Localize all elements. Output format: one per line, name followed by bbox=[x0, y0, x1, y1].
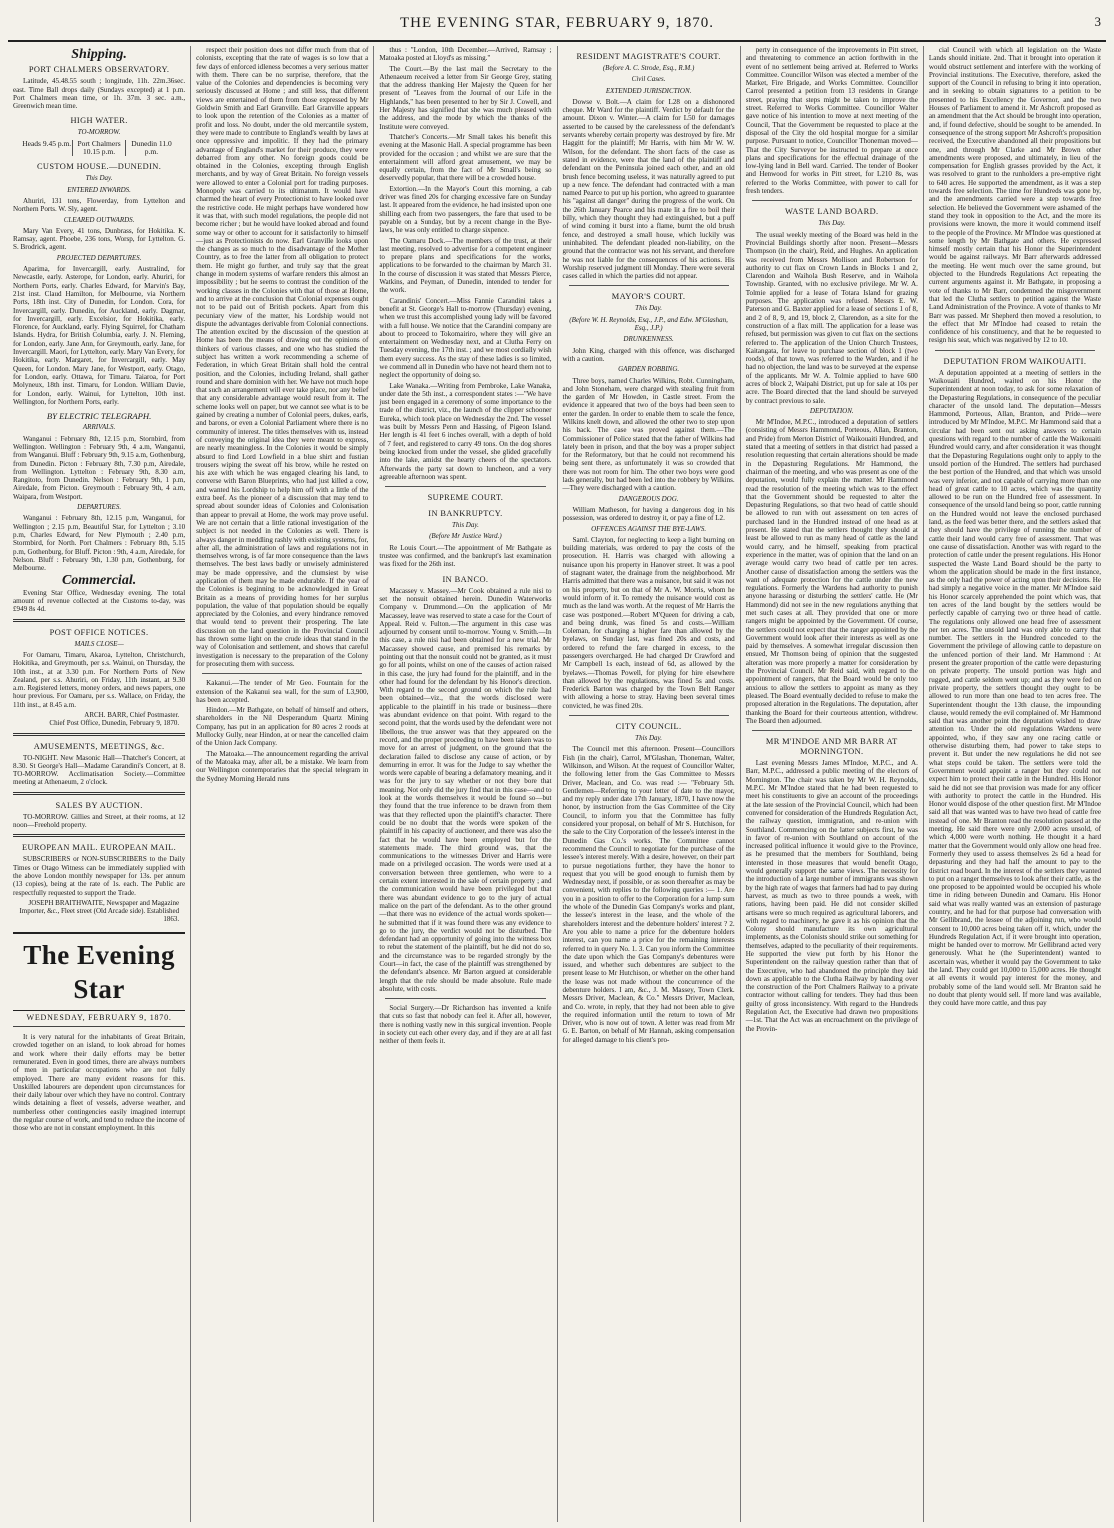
departures-heading: DEPARTURES. bbox=[77, 503, 122, 512]
waikouaiti-heading: DEPUTATION FROM WAIKOUAITI. bbox=[943, 356, 1087, 366]
banco-heading: IN BANCO. bbox=[442, 574, 489, 584]
observatory-heading: PORT CHALMERS OBSERVATORY. bbox=[28, 65, 170, 75]
cleared-text: Mary Van Every, 41 tons, Dunbrass, for Hokitika. K. Ramsay, agent. Phoebe, 236 tons, Worsp, for Lyttelton. G. S. Brodrick, agent. bbox=[13, 226, 186, 252]
commercial-text: Evening Star Office, Wednesday evening. The total amount of revenue collected at the Customs to-day, was £949 8s 4d. bbox=[13, 588, 186, 614]
drunk-text: John King, charged with this offence, was discharged with a caution. bbox=[562, 346, 735, 363]
leader-text: It is very natural for the inhabitants of Great Britain, crowded together on an island, to look abroad for homes and work where their daily efforts may be better remunerated. Even in good times, there are always numbers of men in particular occupations who are not fully employed. There are many evident reasons for this. Unskilled labourers are dependent upon circumstances for their daily labour over which they have no control. Contrary winds detaining a fleet of vessels, adverse weather, and numberless other contingencies easily imagined interrupt the regular course of work, and tend to reduce the income of those who are not in constant employment. In this bbox=[13, 1033, 186, 1133]
deputation-sub: DEPUTATION. bbox=[809, 406, 854, 415]
column-6 bbox=[924, 46, 1106, 1522]
paper-dateline: WEDNESDAY, FEBRUARY 9, 1870. bbox=[13, 1014, 185, 1027]
sales-text: TO-MORROW. Gillies and Street, at their rooms, at 12 noon—Freehold property. bbox=[13, 812, 186, 830]
post-signature-2: Chief Post Office, Dunedin, February 9, 1870. bbox=[49, 719, 180, 728]
city-council-continued: perty in consequence of the improvements in Pitt street, and threatening to commence an action forthwith in the event of no settlement being arrived at. Referred to Works Committee. Councillor Wilson was elected a member of the Market, Fire Brigade, and Works Committee. Councillor Carrol presented a petition from 13 residents in Grange street, praying that steps might be taken to improve the street. Referred to Works Committee. Councillor Walter gave notice of his intention to move at next meeting of the Council, That the Government be requested to place at the disposal of the City the old hospital morgue for a similar purpose. Pursuant to notice, Councillor Thoneman moved—That the City Surveyor be instructed to prepare at once plans and specifications for the effectual drainage of the low-lying land in Bell ward. Carried. The tender of Booker and Henwood for works in Pitt street, for L210 8s, was referred to the Works Committee, with power to call for fresh tenders. bbox=[745, 46, 918, 196]
column-3 bbox=[374, 46, 557, 1522]
newspaper-page bbox=[8, 6, 1106, 1522]
highwater-sub: TO-MORROW. bbox=[77, 128, 121, 137]
divider bbox=[569, 715, 729, 716]
leader-continued: respect their position does not differ much from that of colonists, excepting that the rate of wages is so low that a few days of enforced idleness becomes a very serious matter with them. There can be no surprise, therefore, that the value of the Colonies and dependencies is becoming very seriously discussed at Home ; and still less, that different views are entertained of them from those expressed by Mr Goldwin Smith and Earl Granville. Earl Granville appears to look upon the retention of the Colonies as a matter of profit and loss. No doubt, under the old mercantile system, they were made to contribute to England's wealth by laws at once oppressive and impolitic. If they had the primary advantage of England's market for their produce, they were debarred from any other. No foreign goods could be obtained in the Colonies, excepting through English merchants, and by way of Great Britain. No foreign vessels were allowed to enter a Colonial port for trading purposes. Monopoly was carried to its ultimatum. It would have charmed the heart of every Protectionist to have looked over the restrictive code. He might perhaps have wondered how it was that, with such model regulations, the people did not become richer ; but he would have looked abroad and found some way or other to account for it satisfactorily to himself—just as Protectionists do now. Earl Granville looks upon the changes as so much to the disadvantage of the Mother Country, as to free the latter from all obligation to protect them. He might go further, and truly say that the great change in modern systems of warfare renders this almost an impossibility ; but he seems to contrast the condition of the working classes in the Colonies with that of those at Home, and to arrive at the conclusion that Colonial expenses ought not to be paid out of British pockets. Apart from this pecuniary view of the matter, his Lordship would not dispute the advantages derivable from Colonial connections. The attention excited by the discussion of the question at Home has been the means of drawing out the opinions of thinkers of various classes, and one who has studied the subject has written a work recommending a scheme of Federation, in which Great Britain shall hold the central position, and the Colonies, including Ireland, shall gather round and share dominion with her. We have not much hope that such an arrangement will ever take place, nor any belief that any considerable advantage would result from it. The scheme looks well on paper, but we cannot see what is to be gained by creating a number of Colonial peers, dukes, earls, and barons, or even a Colonial Parliament where there is no community of interest. The titles themselves with us, instead of conveying the original idea they were meant to express, are nearly meaningless. In the Colonies it would be simply absurd to find Lord Lowfield in a blue shirt and fustian trousers wiping the sweat off his brow, while he rested on his axe with which he was engaged clearing his land, to converse with Baron Blueprints, who had just killed a cow, and wanted his Lordship to help him off with a little of the extra beef. As the pioneer of a discussion that may tend to spread about sounder ideas of Colonies and Colonisation than appear to prevail at Home, the work may prove useful. We are not certain that a little rational investigation of the subject is not needed in the Colonies as well. There is always danger in meddling rashly with existing systems, for, after all, the administration of laws and regulations not in themselves wrong, is of far more consequence than the laws themselves. The best laws badly or unwisely administered may be made oppressive, and the clumsiest by wise application of them may be made endurable. If the year of the Colonies is beginning to be acknowledged in Great Britain as a means of providing homes for her surplus population, the value of that population should be equally appreciated by the Colonies, and every hindrance removed that would tend to prevent their prospering. The late discussion on the land question in the Provincial Council has thrown some light on the crude ideas that stand in the way of Colonisation and settlement, and shows that careful investigation is necessary to the preparation of the Colony for prosecuting them with success. bbox=[196, 46, 369, 668]
tide-table bbox=[21, 140, 177, 157]
mcindoe-continued: cial Council with which all legislation on the Waste Lands should initiate. 2nd. That it brought into operation it would obstruct settlement and interfere with the working of Provincial institutions. The Executive, therefore, asked the support of the Council in refusing to bring it into operation, and in seeking to obtain signatures to a petition to be presented to his Excellency the Governor, and the two Houses of Parliament to amend it. Mr Ashcroft proposed as an amendment that the Act should be brought into operation, and, if found defective, should be sought to be amended. In consequence of the strong support Mr Ashcroft's proposition received, the Executive abandoned all their propositions but one, and through Mr Clarke and Mr Brown other amendments were proposed, and ultimately, in lieu of the compensation for English grasses provided by the Act, it was resolved to grant to the runholders a pre-emptive right to 640 acres. He supported the amendment, as it was a step towards free selection. The time for Hundreds was gone by, and the amendments carried were a step towards free selection. He believed the Government were ashamed of the stand they took in opposition to the Act, and the more its provisions were known, the more it would commend itself to the people of the Province. Mr M'Indoe was questioned at some length by Mr Bathgate and others. He expressed himself mostly certain that his Honor the Superintendent would be against railways. Mr Barr afterwards addressed the meeting. He went much over the same ground, but objected to the Hundreds Regulations Act repeating the current arguments against it. Mr Bathgate, in proposing a vote of thanks to Mr Barr, condemned the misgovernment that led the Clutha settlers to petition against the Waste Land Administration of the Province. A vote of thanks to Mr Barr was passed. Mr Shepherd then moved a resolution, to the effect that Mr M'Indoe had ceased to retain the confidence of his constituency, and that he be requested to resign his seat, which was negatived by 12 to 10. bbox=[928, 46, 1102, 345]
extortion-item: Extortion.—In the Mayor's Court this morning, a cab driver was fined 20s for charging excessive fare on Sunday last. It appeared from the evidence, he had insisted upon one shilling each from two passengers, the fare that used to be payable on a Sunday, but by a recent change in the Bye-laws, he was only entitled to charge sixpence. bbox=[379, 184, 552, 235]
rm-court-heading: RESIDENT MAGISTRATE'S COURT. bbox=[576, 52, 721, 61]
column-1 bbox=[8, 46, 191, 1522]
louis-item: Re Louis Court.—The appointment of Mr Bathgate as trustee was confirmed, and the bankrupt's last examination was fixed for the 26th inst. bbox=[379, 543, 552, 569]
deputation-text: Mr M'Indoe, M.P.C., introduced a deputation of settlers (consisting of Messrs Hammond, Porteous, Allan, Branton, and Pride) from Merton District of Waikouaiti Hundred, and stated that a meeting of settlers in that district had passed a resolution requesting that certain alterations should be made in the Depasturing Regulations. Mr Hammond, the chairman of the meeting, and who was present as one of the deputation, would fully explain the matter. Mr Hammond read the resolution of the meeting which was to the effect that the Government should be requested to alter the Depasturing Regulations, so that two head of cattle should be allowed to run with out assessment on ten acres of purchased land in the Hundred instead of one head as at present. He stated that the settlers thought they should at least be allowed to run as many head of cattle as the land would carry, and he himself, speaking from practical experience in the matter, was of opinion that the land on an average would carry two head of cattle per ten acres. Another cause of dissatisfaction among the settlers was the want of adequate protection for the cattle under the new regulations. Formerly the Wardens had authority to punish anyone harassing or disturbing the settlers' cattle. He (Mr Hammond) did not see in the new regulations anything that met such cases at all. They provided that one or more rangers might be appointed by the Government. Of course, the settlers could not expect that the ranger appointed by the Government would look after their interests as well as one paid by themselves. A somewhat irregular discussion then ensued, Mr Thomson being of opinion that the suggested alteration was more properly a matter for consideration by the Provincial Council. Mr Reid said, with regard to the appointment of rangers, that the Board would be only too anxious to allow the settlers to appoint as many as they pleased. The Board eventually decided to refuse to make the proposed alteration in the Regulations. The deputation, after thanking the Board for their courteous attention, withdrew. The Board then adjourned. bbox=[745, 418, 918, 725]
amusements-text: TO-NIGHT. New Masonic Hall—Thatcher's Concert, at 8.30. St George's Hall—Madame Carandini's Concert, at 8. TO-MORROW. Acclimatisation Society.—Committee meeting at Athenaeum, 2 o'clock. bbox=[13, 753, 186, 787]
projected-heading: PROJECTED DEPARTURES. bbox=[56, 253, 142, 262]
european-mail-text: SUBSCRIBERS or NON-SUBSCRIBERS to the Daily Times or Otago Witness can be immediately supplied with the above London monthly newspaper for 13s. per annum (13 copies), being at the rate of 1s. each. The Public are respectfully requested to support the Trade. bbox=[13, 855, 186, 897]
post-signature: ARCH. BARR, Chief Postmaster. bbox=[84, 711, 180, 719]
matoaka-continued: thus : "London, 10th December.—Arrived, Ramsay ; Matoaka posted at Lloyd's as missing." bbox=[379, 46, 552, 63]
page-number: 3 bbox=[1094, 14, 1102, 29]
customs-sub: This Day. bbox=[85, 174, 113, 183]
social-item: Social Surgery.—Dr Richardson has invented a knife that cuts so fast that nobody can feel it. After all, however, there is nothing vastly new in this surgical invention. People in society cut each other every day, and if they are at all fast neither of them feels it. bbox=[379, 1004, 552, 1046]
civil-text: Dowse v. Bolt.—A claim for L28 on a dishonored cheque. Mr Ward for the plaintiff. Verdict by default for the amount. Dixon v. Winter.—A claim for L50 for damages asserted to be caused by the carelessness of the defendant's servants whereby certain property was destroyed by fire. Mr Haggitt for the plaintiff; Mr Harris, with him Mr W. W. Wilson, for the defendant. The short facts of the case as stated in evidence, were that the land of the plaintiff and defendant on the Peninsula joined each other, and an old brush fence becoming useless, it was naturally agreed to put up a new fence. The defendant had contracted with a man named Pearce to put up his portion, who agreed to guarantee his "against all danger" during the progress of the work. On the 26th January Pearce and his mate lit a fire to boil their billy, which they thought they had extinguished, but a puff of wind coming it burst into a flame, burnt the old brush fence, and destroyed a small house, which luckily was uninhabited. The defendant pleaded non-liability, on the ground that the contractor was not his servant, and therefore he was not liable for the consequences of his actions. His Worship reserved judgment till Monday. There were several cases called in which the parties did not appear. bbox=[562, 97, 735, 281]
banco-text: Macassey v. Massey.—Mr Cook obtained a rule nisi to set the nonsuit obtained herein. Dunedin Waterworks Company v. Drummond.—On the application of Mr Macassey, leave was reserved to state a case for the Court of Appeal. Reid v. Fulton.—The argument in this case was adjourned by consent until to-morrow. Young v. Smith.—In this case, a rule nisi had been obtained for a new trial. Mr Macassey showed cause, and premised his remarks by pointing out that the nonsuit could not be granted, as it must go for all points, whilst on one of the causes of action raised in this case, the jury had found for the plaintiff, and in the other had found for the defendant by his Honor's direction. With regard to the second ground on which the rule had been obtained—viz., that the words disclosed were applicable to the plaintiff in his trade or business—there was abundant evidence on that point. With regard to the second point, that the words used by the defendant were not libellous, the true answer was that they appeared on the record, and the proper proceeding to have been taken was to move for an arrest of judgment, on the ground that the declaration failed to disclose any cause of action, or by demurring in error. It was for the Judge to say whether the words were capable of bearing a defamatory meaning, and it was for the jury to say whether or not they bore that meaning. Not only did the jury find that in this case—and to look at the words themselves it would be found so—but they found that the true inference to be drawn from them was that they reflected upon the plaintiff's character. There could be no doubt that the words were spoken of the plaintiff in his capacity of auctioneer, and there was also the fact that he would have been employed but for the statements made. The third ground was, that the communications to the witnesses Driver and Harris were made on a privileged occasion. The words were used at a conversation between three gentlemen, who were to a certain extent interested in the sale of certain property ; and the communication would have been privileged but that there was abundant evidence to go to the jury of actual malice on the part of the defendant. As to the other ground—that there was no evidence of the actual words spoken—he submitted that if it was found there was any evidence to go to the jury, the verdict would not be disturbed. The defendant had an opportunity of going into the witness box to rebut the statement of the plaintiff, but he did not do so, and the circumstance was to be regarded strongly by the Court—in fact, the case of the plaintiff was strengthened by the defendant's absence. Mr Barton argued at considerable length that the rule should be made absolute. Rule made absolute, with costs. bbox=[379, 586, 552, 993]
waikouaiti-text: A deputation appointed at a meeting of settlers in the Waikouaiti Hundred, waited on his Honor the Superintendent at noon today, to ask for some relaxation of the Depasturing Regulations, in consequence of the peculiar character of the unsold land. The deputation—Messrs Hammond, Porteous, Allan, Branton, and Pride—were introduced by Mr M'Indoe, M.P.C. Mr Hammond said that a circular had been sent out asking answers to certain questions with regard to the number of cattle the Waikouaiti Hundred would carry, and after consideration it was thought that the Depasturing Regulations ought only to apply to the unsold portion of the Hundred. The settlers had purchased the best portion of the Hundred, and that which was unsold was very inferior, and not capable of carrying more than one head of great cattle to 10 acres, which was the quantity allowed to be run on the Hundred free of assessment. In consequence of the unsold land being so poor, cattle running on the Hundred would not leave the enclosed purchased land, as the feed was better there, and the settlers asked that they should have the privilege of running the number of cattle their land would carry free of assessment. That was one cause of dissatisfaction. Another was with regard to the protection of cattle under the present regulations. His Honor suspected the Waste Land Board should be the party to whom the application should be made in the first instance, as the only had the power of acting upon their decisions. He had simply a negative voice in the matter. Mr M'Indoe said his Honor scarcely apprehended the point which was, that ten acres of the land bought by the settlers would be perfectly capable of carrying two or three head of cattle. The regulations only allowed one head free of assessment per ten acres. The unsold land was only able to carry that number. The settlers in the Hundred conceded to the Government the privilege of allowing cattle to depasture on the unfenced portion of their land. Mr Hammond : At present the greater proportion of the cattle were depasturing on private property. The unsold portion was high and rugged, and cattle seldom went up; and as they were fed on private property, the settlers thought they ought to be allowed to run more than one head to ten acres free. The Superintendent thought the 13th clause, the impounding clause, would remedy the evil complained of. Mr Hammond said that was another point the deputation wished to draw attention to. Under the old regulations Wardens were appointed, who, if they saw any one racing cattle or otherwise disturbing them, had power to take steps to prevent it. But under the new regulations he did not see what steps could be taken. The settlers were told the Government would appoint a ranger but they could not expect him to protect their cattle in the Hundred. His Honor said he did not see that provision was made for any officer with authority to protect the cattle in the Hundred. His Honor would dispose of the other question first. Mr M'Indoe said all that was wanted was to have two head of cattle free instead of one. Mr Branton read the resolution passed at the meeting. He said there were only 2,000 acres unsold, of which 4,000 were worth nothing. He thought it a hard matter that the Government would only allow one head free. Formerly they used to assess themselves 2s 6d a head for depasturing and they had half the amount to pay to the district road board. In the interest of the settlers they wanted to put on a ranger themselves to look after their cattle, as the one proposed to be appointed would be occupied his whole time in riding between Dunedin and Oamaru. His Honor said what was really wanted was an extension of pasturage country, and he had for that purpose had conversation with Mr Gellibrand, the lessee of the adjoining run, who would consent to 10,000 acres being taken off it, which, under the Hundreds Regulation Act, if it were brought into operation, might be handed over to morrow. Mr Gellibrand acted very generously. What he (the Superintendent) wanted to ascertain was, whether it would pay the Government to take the land. They could get 10,000 to 15,000 acres. He thought at all events it would pay interest for the money, and probably some of the land would sell. Mr Branton said he no doubt that plenty would sell. If more land was available, they could have more cattle, and thus pay bbox=[928, 368, 1102, 1008]
cleared-heading: CLEARED OUTWARDS. bbox=[63, 215, 135, 224]
city-council-heading: CITY COUNCIL. bbox=[615, 722, 682, 732]
civil-heading: Civil Cases. bbox=[631, 75, 666, 84]
extended-heading: EXTENDED JURISDICTION. bbox=[605, 86, 692, 95]
divider bbox=[13, 619, 185, 622]
oamaru-item: The Oamaru Dock.—The members of the trust, at their last meeting, resolved to advertise for a competent engineer to prepare plans and specifications for the works, applications to be forwarded to the chairman by March 31. In the course of discussion it was stated that Messrs Pierce, Watkins, and Peyman, of Dunedin, intended to tender for the work. bbox=[379, 236, 552, 295]
court-item: The Court.—By the last mail the Secretary to the Athenaeum received a letter from Sir George Grey, stating that the address thanking Her Majesty the Queen for her present of "Leaves from the Journal of our Life in the Highlands," has been presented to her by Sir J. Cowell, and Her Majesty has signified that she was much pleased with the address, and the mode by which the thanks of the Institute were conveyed. bbox=[379, 64, 552, 131]
highwater-heading: HIGH WATER. bbox=[70, 116, 128, 126]
tide-port: Port Chalmers 10.15 p.m. bbox=[72, 140, 124, 157]
mayor-court-heading: MAYOR'S COURT. bbox=[611, 292, 686, 302]
running-head bbox=[8, 6, 1106, 42]
amusements-heading: AMUSEMENTS, MEETINGS, &c. bbox=[33, 741, 165, 751]
sales-heading: SALES BY AUCTION. bbox=[55, 800, 143, 810]
divider bbox=[385, 486, 545, 487]
mayor-court-sub: This Day. bbox=[635, 304, 663, 313]
bankruptcy-heading: IN BANKRUPTCY. bbox=[428, 509, 503, 519]
customs-heading: CUSTOM HOUSE.—DUNEDIN. bbox=[36, 162, 162, 172]
divider bbox=[569, 285, 729, 286]
dog-heading: DANGEROUS DOG. bbox=[618, 494, 679, 503]
post-heading: POST OFFICE NOTICES. bbox=[49, 627, 149, 637]
entered-heading: ENTERED INWARDS. bbox=[67, 185, 131, 194]
wanaka-item: Lake Wanaka.—Writing from Pembroke, Lake Wanaka, under date the 5th inst., a correspondent states :—"We have just been engaged in a ceremony of some importance to the trade of the district, viz., the launch of the clipper schooner Eureka, which took place on Wednesday the 2nd. The vessel was built by Messrs Penn and Hassing, of Pigeon Island. Her length is 41 feet 6 inches overall, with a depth of hold of 7 feet, and registered to carry 49 tons. On the dog shores being knocked from under the vessel, she glided gracefully into the lake, amidst the hearty cheers of the spectators. Afterwards the party sat down to luncheon, and a very agreeable afternoon was spent. bbox=[379, 381, 552, 481]
post-text: For Oamaru, Timaru, Akaroa, Lyttelton, Christchurch, Hokitika, and Greymouth, per s.s. Wainui, on Thursday, the 10th inst., at at 3.30 p.m. For Northern Ports of New Zealand, per s.s. Ahuriri, on Friday, 11th instant, at 9.30 a.m. Registered letters, money orders, and news papers, one hour previous. For Oamaru, per s.s. Wallace, on Friday, the 11th inst., at 8.45 a.m. bbox=[13, 650, 186, 709]
waste-land-text: The usual weekly meeting of the Board was held in the Provincial Buildings shortly after noon. Present—Messrs Thompson (in the chair), Reid, and Hughes. An application was received from Messrs Mollison and Robertson for authority to cut flax on Crown Lands in Blocks 1 and 2, Clarendon and Waihola Bush Reserve, and in Waihola Township. Granted, with no exclusive privilege. Mr W. A. Tolmie applied for a lease of Totara Island for grazing purposes. The application was refused. Messrs E. W. Paterson and G. Baxter applied for a lease of sections 1 of 8, and 2 of 8, 9, and 19, block 2, Clarendon, as a site for the construction of a flax mill. The application for a lease was refused, but permission was given to cut flax on the sections referred to. The application of the Union Church Trustees, Kaitangata, for leave to purchase section of block 1 (two roods), of that town, was referred to the Warden, and if he had no objection, the land was to be surveyed at the expense of the applicants. Mr W. A. Tolmie applied to have 600 acres of block 2, Waipahi District, put up for sale at 10s per acre. The Board directed that the land should be surveyed by contract previous to sale. bbox=[745, 230, 918, 405]
tide-heads: Heads 9.45 p.m. bbox=[22, 138, 72, 148]
dog-text: William Matheson, for having a dangerous dog in his possession, was ordered to destroy it, or pay a fine of L2. bbox=[562, 505, 735, 523]
divider bbox=[202, 673, 362, 674]
supreme-court-heading: SUPREME COURT. bbox=[427, 493, 504, 503]
post-sub: MAILS CLOSE— bbox=[74, 639, 124, 648]
bye-heading: OFFENCES AGAINST THE BYE-LAWS. bbox=[591, 524, 707, 533]
column-4 bbox=[558, 46, 741, 1522]
divider bbox=[13, 733, 185, 736]
supreme-court-judge: (Before Mr Justice Ward.) bbox=[429, 532, 502, 541]
tide-dunedin: Dunedin 11.0 p.m. bbox=[125, 140, 177, 157]
city-council-sub: This Day. bbox=[635, 734, 663, 743]
departures-text: Wanganui : February 8th, 12.15 p.m, Wanganui, for Wellington ; 2.15 p.m, Beautiful Star, for Lyttelton ; 3.10 p.m, Charles Edward, for New Plymouth ; 2.40 p.m, Stormbird, for North. Port Chalmers : February 8th, 5.15 p.m, Gothenburg, for Bluff. Picton : 9th, 4 a.m, Airedale, for Nelson. Bluff : February 9th, 1.30 p.m, Gothenburg, for Melbourne. bbox=[13, 514, 186, 573]
running-head-title: THE EVENING STAR, FEBRUARY 9, 1870. bbox=[399, 14, 715, 31]
column-5 bbox=[741, 46, 924, 1522]
supreme-court-sub: This Day. bbox=[452, 521, 479, 530]
column-2 bbox=[191, 46, 374, 1522]
divider bbox=[752, 730, 912, 731]
telegraph-heading: BY ELECTRIC TELEGRAPH. bbox=[46, 411, 152, 422]
european-mail-heading: EUROPEAN MAIL. EUROPEAN MAIL. bbox=[21, 843, 177, 853]
paper-masthead: The Evening Star bbox=[13, 932, 185, 1011]
mcindoe-text: Last evening Messrs James M'Indoe, M.P.C., and A. Barr, M.P.C., addressed a public meeting of the electors of Mornington. The chair was taken by Mr W. H. Reynolds, M.P.C. Mr M'Indoe stated that he had been requested to meet his constituents to give an account of the proceedings at the late session of the Provincial Council, which had been convened for consideration of the Hundreds Regulation Act, the railway question, immigration, and re-union with Southland. Commencing on the latter subjects first, he was in favor of re-union with Southland on account of the increased political influence it would give to the Province, as he presumed that the members for Southland, being interested in those measures that would benefit Otago, would generally support the same views. The necessity for the introduction of a large number of immigrants was shown by the high rate of wages that farmers had had to pay during harvest, as much as two to three pounds a week, with rations, having been paid. He did not consider skilled artisans were so much required as agricultural laborers, and with regard to machinery, he gave it as his opinion that the Colony should manufacture its own agricultural implements, as the Colonists should strike out something for themselves, adapted to the peculiarity of their requirements. He supported the view put forth by his Honor the Superintendent on the railway question rather than that of the Executive, who had abandoned the principle they laid down as applicable to the Clutha Railway by handing over the construction of the Port Chalmers Railway to a private contractor without calling for tenders. They had thus been guilty of gross inconsistency. With regard to the Hundreds Regulation Act, the Executive had drawn two propositions—1st. That the Act was an encroachment on the privilege of the Provin- bbox=[745, 759, 918, 1033]
divider bbox=[13, 834, 185, 837]
drunk-heading: DRUNKENNESS. bbox=[623, 335, 674, 344]
matoaka-item: The Matoaka.—The announcement regarding the arrival of the Matoaka may, after all, be a mistake. We learn from our Wellington contemporaries that the special telegram in the Sydney Morning Herald runs bbox=[196, 749, 369, 783]
mayor-court-judge: (Before W. H. Reynolds, Esq., J.P., and Edw. M'Glashan, Esq., J.P.) bbox=[569, 315, 728, 333]
kakanui-item: Kakanui.—The tender of Mr Geo. Fountain for the extension of the Kakanui sea wall, for the sum of L3,900, has been accepted. bbox=[196, 679, 369, 704]
commercial-title: Commercial. bbox=[61, 573, 137, 589]
shipping-title: Shipping. bbox=[71, 47, 127, 62]
garden-heading: GARDEN ROBBING. bbox=[618, 365, 680, 374]
waste-land-heading: WASTE LAND BOARD. bbox=[784, 207, 879, 217]
garden-text: Three boys, named Charles Wilkins, Robt. Cunningham, and John Stoneham, were charged with stealing fruit from the garden of Mr Howden, in Castle street. From the evidence it appeared that two of the boys had been seen to enter the garden. In order to enable them to scale the fence, Wilkins knelt down, and allowed the other two to step upon his back. The case was proved against them.—The Commissioner of Police stated that the father of Wilkins had lately been in prison, and that the boy was a proper subject for the Reformatory, but that he could not recommend his being sent there, as unfortunately it was so crowded that there was not room for him. The other two boys were good lads generally, but had been led into the robbery by Wilkins.—They were discharged with a caution. bbox=[562, 376, 735, 493]
columns bbox=[8, 46, 1106, 1522]
divider bbox=[13, 792, 185, 795]
projected-text: Aparima, for Invercargill, early. Australind, for Newcastle, early. Asterope, for London, early. Ahuriri, for Northern Ports, early. Charles Edward, for Marvin's Bay, 21st inst. Claud Hamilton, for Melbourne, via Northern Ports, 18th inst. City of Dunedin, for London. Cora, for Invercargill, early. Dunedin, for Auckland, early. Dagmar, for Invercargill, early. Excelsior, for Hokitika, early. Florence, for Auckland, early. Flying Squirrel, for Chatham Islands. Hydra, for British Columbia, early. J. N. Fleming, for London, early. Jane Ann, for Greymouth, early. Jane, for Invercargill. Maori, for Lyttelton, early. Mary Van Every, for Hokitika, early. Margaret, for Invercargill, early. May Queen, for London. Mary Jane, for Westport, early. Otago, for London, early. Ottawa, for Timaru. Taiaroa, for Port Molyneux, 18th inst. Timaru, for London. William Davie, for London, early. Wainui, for Lyttelton, 10th inst. Wellington, for Northern Ports, early. bbox=[13, 265, 186, 406]
bye-text: Saml. Clayton, for neglecting to keep a light burning on building materials, was ordered to pay the costs of the prosecution. H. Harris was charged with allowing a nuisance upon his property in Hanover street. It was a pool of stagnant water, the drainage from the neighborhood. Mr Harris admitted that there was a nuisance, but said it was not on his property, but on that of Mr A. W. Morris, whom he would inform of it. To remedy the nuisance would cost as much as the land was worth. At the request of Mr Harris the case was postponed.—Robert M'Queen for driving a cab, and being drunk, was fined 5s and costs.—William Coleman, for charging a higher fare than allowed by the byelaws, on Sunday last, was fined 20s and costs, and ordered to refund the fare charged in excess, to the passengers overcharged. He had charged Dr Crawford and Mr Campbell 1s each, instead of 6d, as allowed by the byelaws.—Thomas Powell, for plying for hire elsewhere than allowed by the regulations, was fined 5s and costs. Frederick Barton was charged by the Town Belt Ranger with allowing a horse to stray. Having been several times convicted, he was fined 20s. bbox=[562, 535, 735, 710]
city-council-text: The Council met this afternoon. Present—Councillors Fish (in the chair), Carrol, M'Glashan, Thoneman, Walter, Wilkinson, and Wilson. At the request of Councillor Walter, the following letter from the Gas Committee to Messrs Driver, Maclean, and Co. was read :— "February 5th. Gentlemen—Referring to your letter of date to the mayor, and my reply under date 17th January, 1870, I have now the honor, by instruction from the Gas Committee of the City Council, to inform you that the Committee has fully considered your proposal, on behalf of Mr S. Hutchison, for the sale to the City Corporation of the lessee's interest in the Dunedin Gas Co.'s works. The Committee cannot recommend the Council to negotiate for the purchase of the lessee's interest merely. With a desire, however, on their part to pursue negotiations further, they have the honor to request that you will be good enough to furnish them by Wednesday next, if possible, or as soon thereafter as may be convenient, with replies to the following queries :— 1. Are you in a position to offer to the Corporation for a lump sum the whole of the Dunedin Gas Company's works and plant, the lessee's interest in the lease, and the whole of the shareholders interest and the debenture holders' interest ? 2. Are you able to name a price for the debenture holders interest, can you name a price for the remaining interests referred to in query No. 1. 3. Can you inform the Committee the date upon which the Gas Company's debentures were issued, and whether such debentures are subject to the present lease to Mr Hutchison, or whether on the other hand the lease was not made without the concurrence of the debenture holders. I am, &c., J. M. Massey, Town Clerk. Messrs Driver, Maclean, & Co." Messrs Driver, Maclean, and Co. wrote, in reply, that they had not been able to give the required information until the return to town of Mr Driver, who is now out of town. A letter was read from Mr G. E. Barton, on behalf of Mr Hannah, asking compensation for alleged damage to his client's pro- bbox=[562, 745, 735, 1044]
mcindoe-heading: MR M'INDOE AND MR BARR AT MORNINGTON. bbox=[765, 737, 898, 757]
arrivals-text: Wanganui : February 8th, 12.15 p.m, Stornbird, from Wellington. Wellington : February 9th, 4 a.m, Wanganui, from Wanganui. Bluff : February 9th, 9.15 a.m, Gothenburg, from Dunedin. Picton : February 8th, 7.30 p.m, Airedale, from Wellington. Lyttelton : February 9th, 8.30 a.m, Rangitoto, from Dunedin. Nelson : February 9th, 1 p.m, Airedale, from Picton. Greymouth : February 9th, 4 a.m, Waipara, from Westport. bbox=[13, 434, 186, 501]
divider bbox=[935, 350, 1095, 351]
divider bbox=[385, 998, 545, 999]
carandini-item: Carandinis' Concert.—Miss Fannie Carandini takes a benefit at St. George's Hall to-morrow (Thursday) evening, when we trust this accomplished young lady will be favored with a full house. We notice that the Carandini company are about to proceed to Tokomairiro, where they will give an entertainment on Wednesday next, and at Clutha Ferry on Tuesday evening, the 17th inst. ; and we most cordially wish them every success. As the stay of these ladies is so limited, we commend all in Dunedin who have not heard them not to neglect the opportunity of doing so. bbox=[379, 296, 552, 380]
hindon-item: Hindon.—Mr Bathgate, on behalf of himself and others, shareholders in the Nil Desperandum Quartz Mining Company, has put in an application for 80 acres 2 roods at Mullocky Gully, near Hindon, at or near the cancelled claim of the Union Jack Company. bbox=[196, 706, 369, 748]
european-mail-signature: JOSEPH BRAITHWAITE, Newspaper and Magazine Importer, &c., Fleet street (Old Arcade side). Established 1863. bbox=[19, 898, 180, 924]
divider bbox=[752, 200, 912, 201]
thatcher-item: Thatcher's Concerts.—Mr Small takes his benefit this evening at the Masonic Hall. A special programme has been provided for the occasion ; and whilst we are sure that the entertainment will afford great amusement, we may be equally certain, from the fact of Mr Small's being so deservedly popular, that there will be a crowded house. bbox=[379, 132, 552, 183]
arrivals-heading: ARRIVALS. bbox=[82, 423, 116, 432]
observatory-text: Latitude, 45.48.55 south ; longitude, 11h. 22m.36sec. east. Time Ball drops daily (Sundays excepted) at 1 p.m. Port Chalmers mean time, or 1h. 37m. 3 sec. a.m., Greenwich mean time. bbox=[13, 77, 186, 111]
entered-text: Ahuriri, 131 tons, Flowerday, from Lyttelton and Northern Ports. W. Sly, agent. bbox=[13, 196, 186, 214]
rm-court-judge: (Before A. C. Strode, Esq., R.M.) bbox=[602, 64, 695, 72]
waste-land-sub: This Day. bbox=[818, 219, 846, 228]
